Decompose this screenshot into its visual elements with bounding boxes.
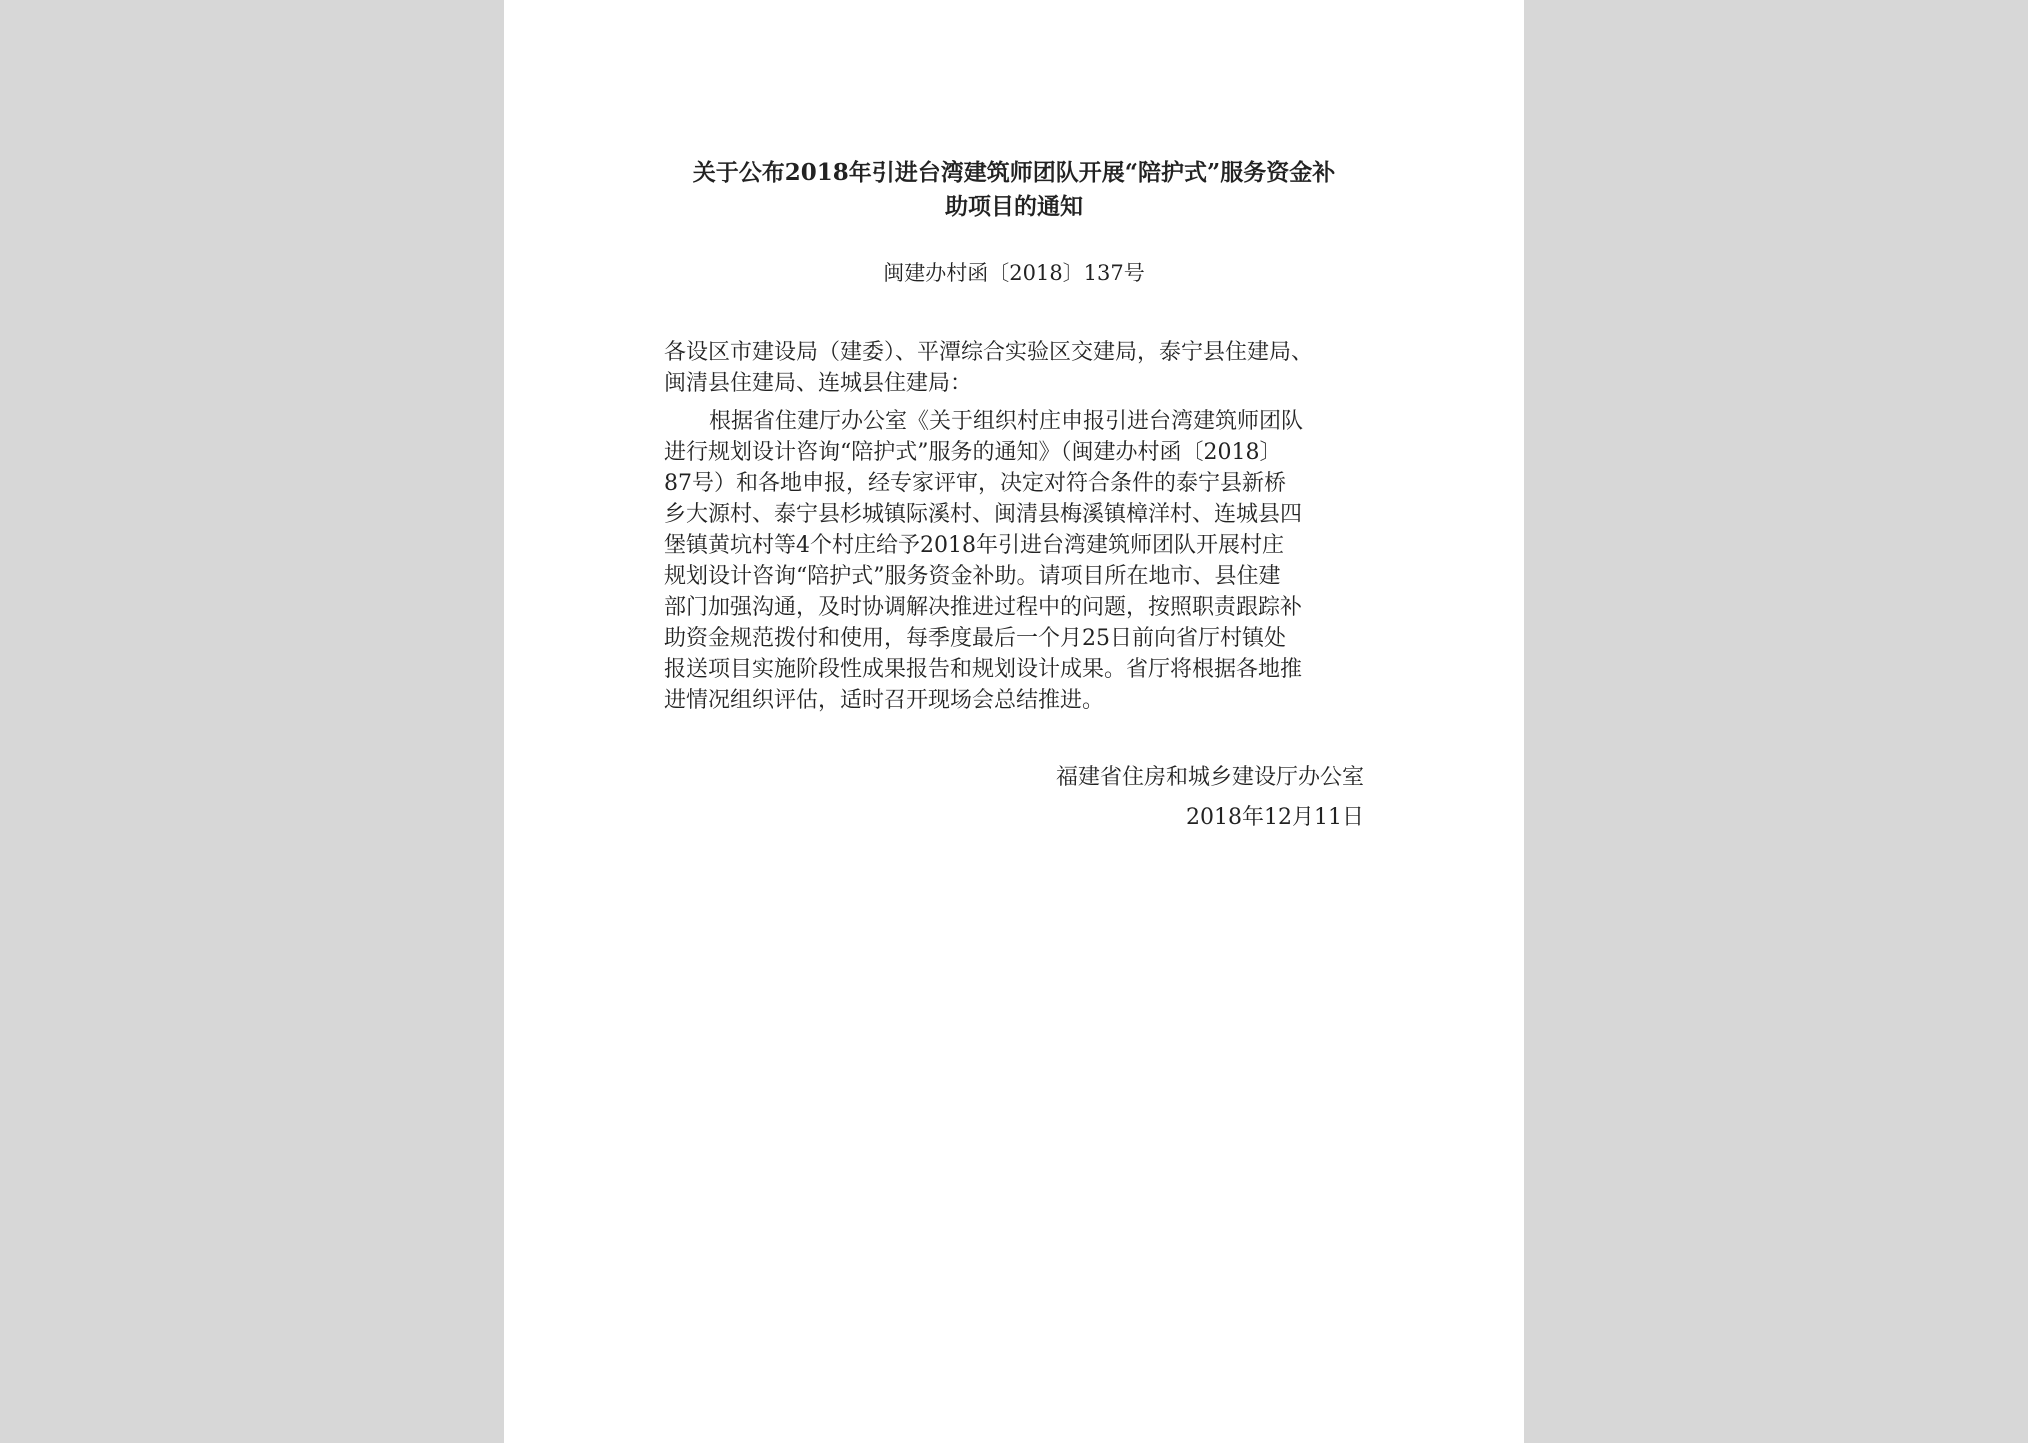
title-line-1: 关于公布2018年引进台湾建筑师团队开展“陪护式”服务资金补 — [692, 159, 1336, 186]
body-line: 乡大源村、泰宁县杉城镇际溪村、闽清县梅溪镇樟洋村、连城县四 — [664, 502, 1303, 527]
body-line: 报送项目实施阶段性成果报告和规划设计成果。省厅将根据各地推 — [664, 657, 1303, 682]
document-page — [504, 0, 1524, 1443]
body-line: 根据省住建厅办公室《关于组织村庄申报引进台湾建筑师团队 — [709, 409, 1304, 434]
body-line: 部门加强沟通，及时协调解决推进过程中的问题，按照职责跟踪补 — [664, 595, 1303, 620]
document-number: 闽建办村函〔2018〕137号 — [883, 261, 1145, 285]
title-line-2: 助项目的通知 — [945, 193, 1083, 220]
document-title — [654, 156, 1374, 224]
signature-date: 2018年12月11日 — [1186, 805, 1364, 830]
body-line: 87号）和各地申报，经专家评审，决定对符合条件的泰宁县新桥 — [664, 471, 1286, 496]
body-line: 进情况组织评估，适时召开现场会总结推进。 — [664, 688, 1105, 713]
body-line: 助资金规范拨付和使用，每季度最后一个月25日前向省厅村镇处 — [664, 626, 1286, 651]
body-line: 规划设计咨询“陪护式”服务资金补助。请项目所在地市、县住建 — [664, 564, 1281, 589]
addressee — [664, 337, 1384, 399]
signature-org: 福建省住房和城乡建设厅办公室 — [1055, 765, 1364, 790]
addressee-line: 各设区市建设局（建委）、平潭综合实验区交建局，泰宁县住建局、 — [664, 340, 1314, 365]
body-line: 进行规划设计咨询“陪护式”服务的通知》（闽建办村函〔2018〕 — [664, 440, 1282, 465]
signature-block — [804, 758, 1364, 838]
body-line: 堡镇黄坑村等4个村庄给予2018年引进台湾建筑师团队开展村庄 — [664, 533, 1284, 558]
body-paragraph — [664, 406, 1384, 716]
addressee-line: 闽清县住建局、连城县住建局： — [664, 371, 973, 396]
